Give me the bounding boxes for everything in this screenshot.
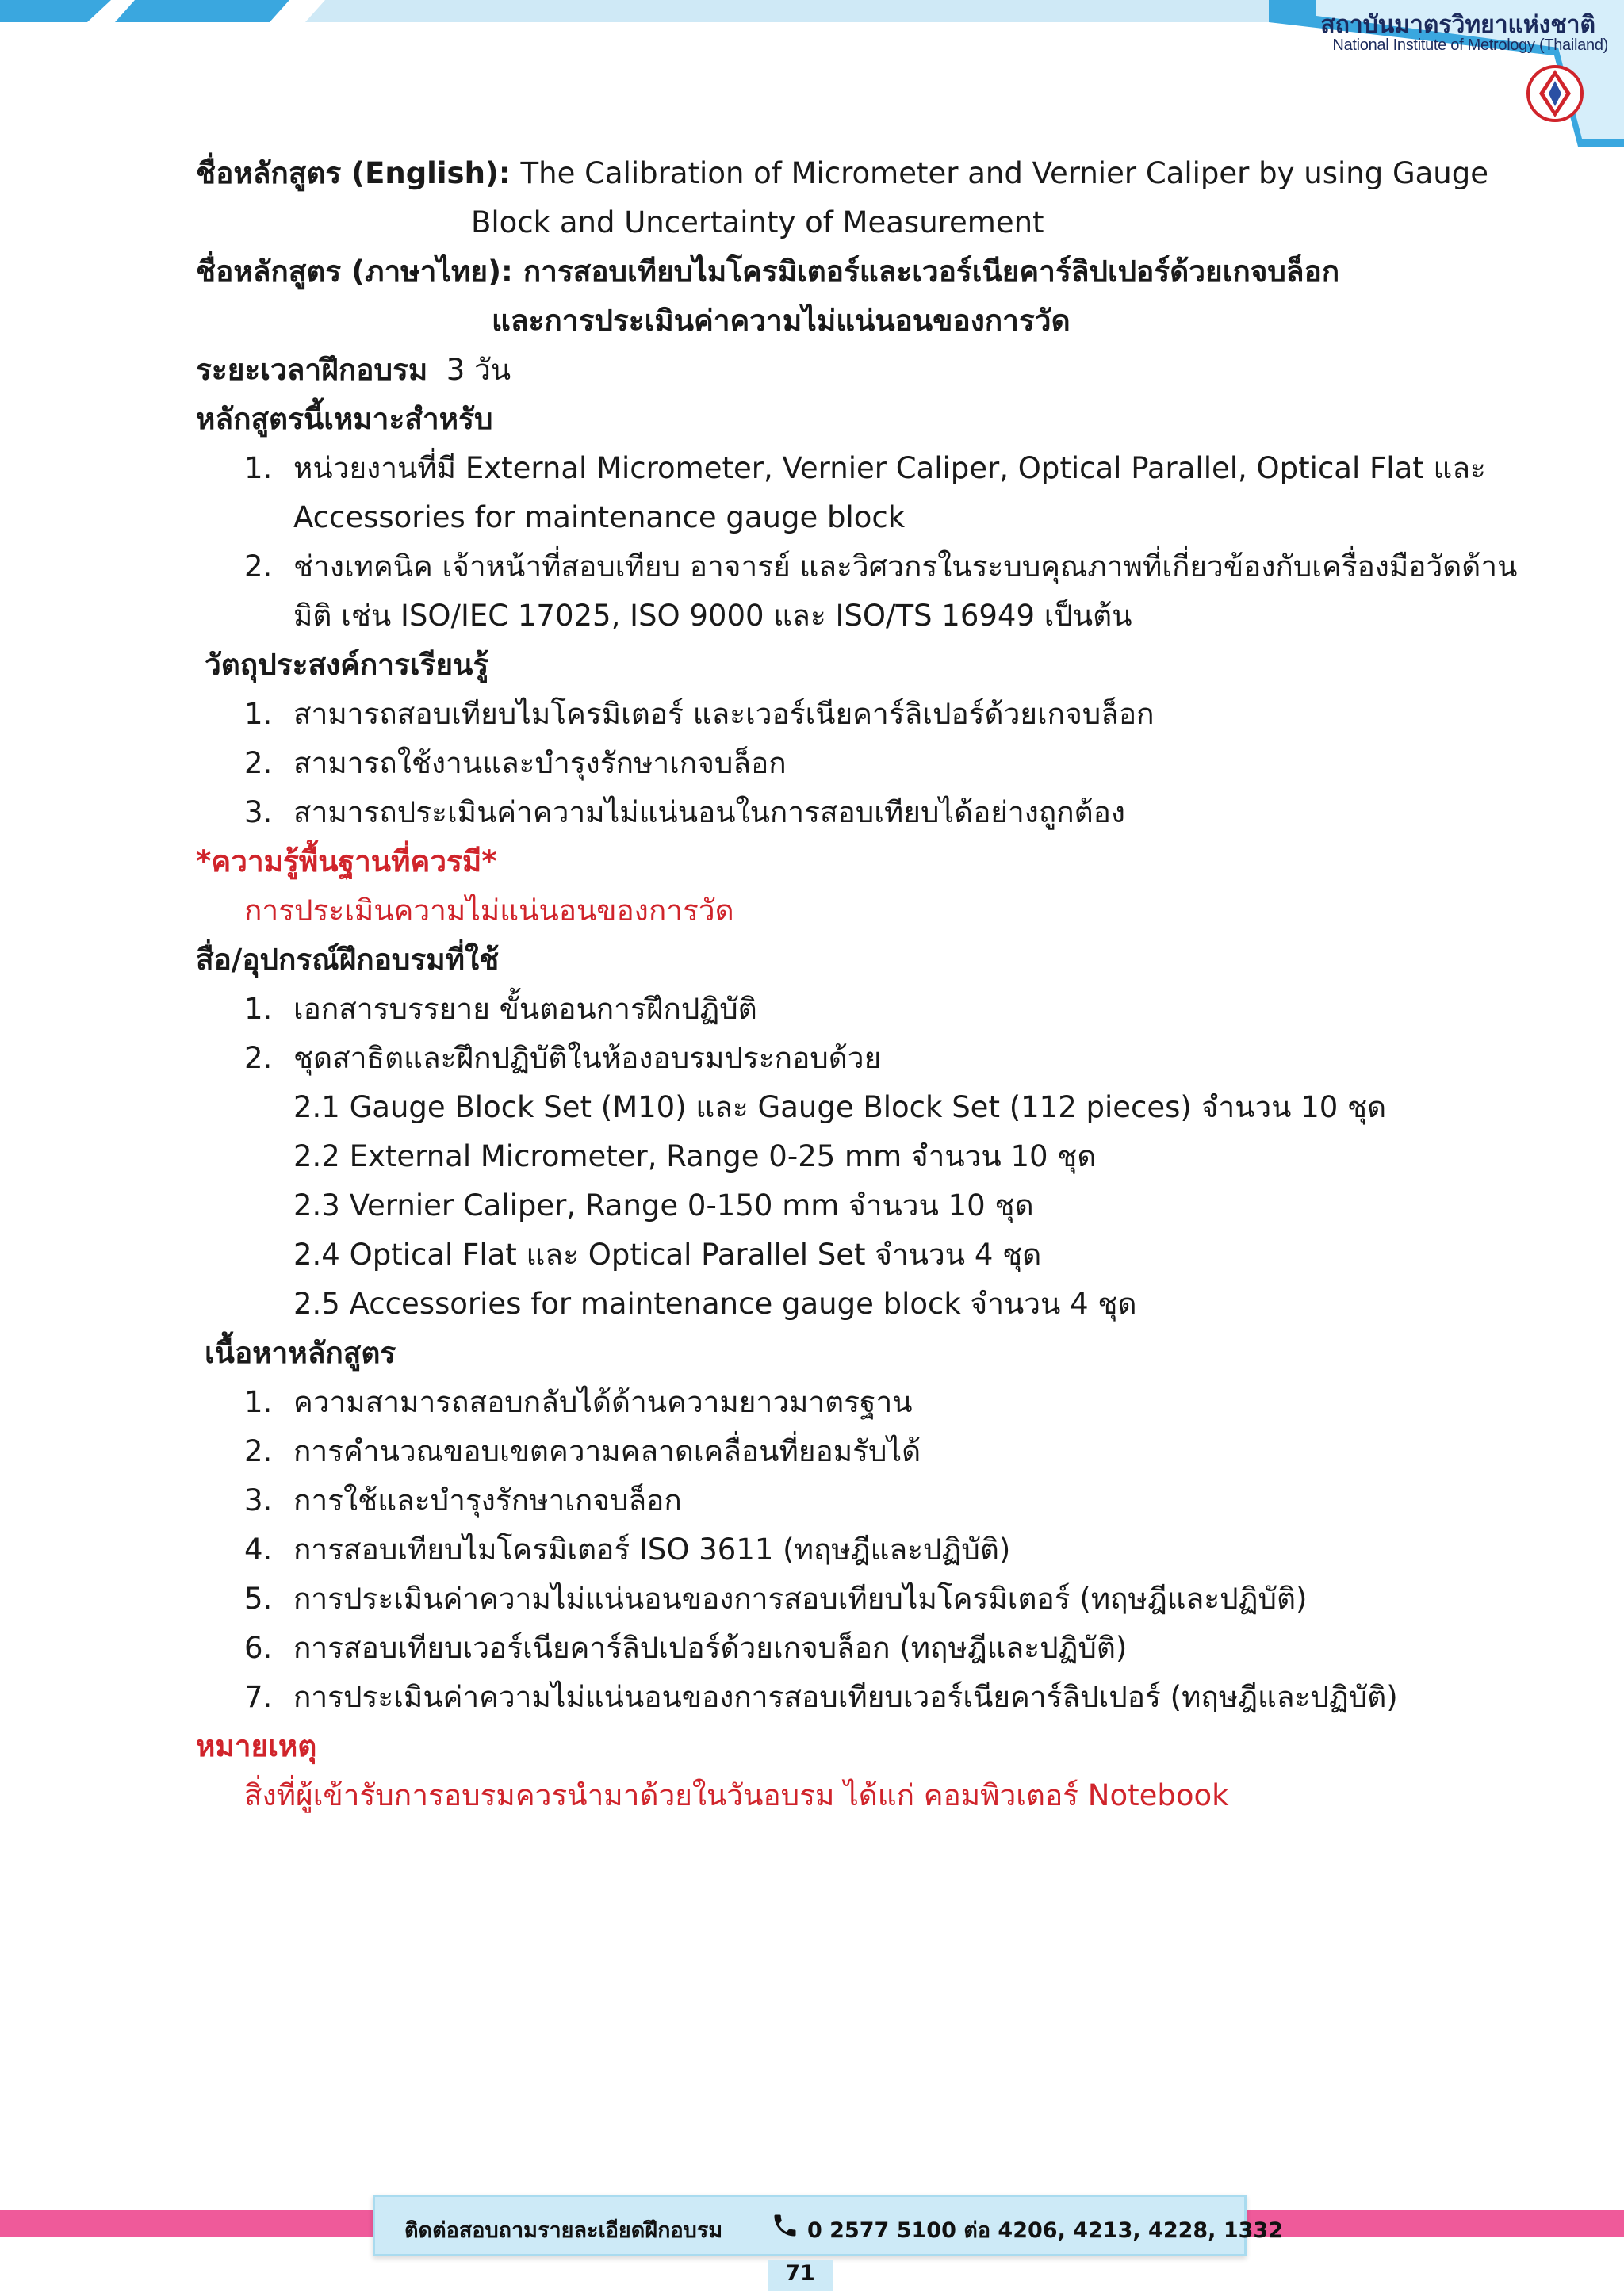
audience-item-2: [244, 549, 1517, 585]
org-name-th: สถาบันมาตรวิทยาแห่งชาติ: [1320, 11, 1595, 39]
material-sub-item-2-4: 2.4 Optical Flat และ Optical Parallel Set จำนวน 4 ชุด: [293, 1238, 1042, 1272]
prerequisite-heading: *ความรู้พื้นฐานที่ควรมี*: [196, 844, 497, 878]
objective-item-1: [244, 696, 1155, 733]
content-heading: เนื้อหาหลักสูตร: [205, 1336, 396, 1370]
list-number: 3.: [244, 1483, 273, 1517]
audience-item-1-cont: Accessories for maintenance gauge block: [293, 500, 906, 534]
objective-item-2-text: สามารถใช้งานและบำรุงรักษาเกจบล็อก: [293, 746, 787, 780]
list-number: 4.: [244, 1533, 273, 1567]
note-text: สิ่งที่ผู้เข้ารับการอบรมควรนำมาด้วยในวันอบรม ได้แก่ คอมพิวเตอร์ Notebook: [244, 1778, 1229, 1812]
audience-item-2-text: ช่างเทคนิค เจ้าหน้าที่สอบเทียบ อาจารย์ และวิศวกรในระบบคุณภาพที่เกี่ยวข้องกับเครื่องมือวัดด้าน: [293, 549, 1518, 584]
material-sub-item-2-3: 2.3 Vernier Caliper, Range 0-150 mm จำนวน 10 ชุด: [293, 1188, 1034, 1223]
list-number: 7.: [244, 1680, 273, 1714]
objective-item-3-text: สามารถประเมินค่าความไม่แน่นอนในการสอบเทียบได้อย่างถูกต้อง: [293, 795, 1125, 829]
material-item-1: [244, 991, 757, 1027]
objectives-heading: วัตถุประสงค์การเรียนรู้: [205, 648, 489, 682]
content-item-4-text: การสอบเทียบไมโครมิเตอร์ ISO 3611 (ทฤษฎีและปฏิบัติ): [293, 1533, 1011, 1567]
course-name-th-line1: [196, 254, 1339, 290]
content-item-3: [244, 1483, 682, 1519]
content-item-7-text: การประเมินค่าความไม่แน่นอนของการสอบเทียบเวอร์เนียคาร์ลิปเปอร์ (ทฤษฎีและปฏิบัติ): [293, 1680, 1398, 1714]
course-name-en-line2: Block and Uncertainty of Measurement: [471, 205, 1044, 239]
content-item-7: [244, 1679, 1398, 1716]
list-number: 1.: [244, 1385, 273, 1419]
list-number: 2.: [244, 746, 273, 780]
list-number: 5.: [244, 1582, 273, 1616]
course-name-th-line2: และการประเมินค่าความไม่แน่นอนของการวัด: [492, 304, 1071, 338]
list-number: 3.: [244, 795, 273, 829]
content-item-5-text: การประเมินค่าความไม่แน่นอนของการสอบเทียบไมโครมิเตอร์ (ทฤษฎีและปฏิบัติ): [293, 1582, 1308, 1616]
org-name-en: National Institute of Metrology (Thailand): [1332, 36, 1608, 54]
content-item-3-text: การใช้และบำรุงรักษาเกจบล็อก: [293, 1483, 682, 1517]
course-name-en-line1: [196, 155, 1488, 192]
list-number: 2.: [244, 1434, 273, 1468]
prerequisite-text: การประเมินความไม่แน่นอนของการวัด: [244, 894, 734, 928]
audience-item-2-cont: มิติ เช่น ISO/IEC 17025, ISO 9000 และ ISO/TS 16949 เป็นต้น: [293, 599, 1132, 633]
duration-line: [196, 352, 511, 388]
material-item-2-text: ชุดสาธิตและฝึกปฏิบัติในห้องอบรมประกอบด้วย: [293, 1041, 882, 1075]
objective-item-1-text: สามารถสอบเทียบไมโครมิเตอร์ และเวอร์เนียคาร์ลิเปอร์ด้วยเกจบล็อก: [293, 697, 1155, 731]
objective-item-3: [244, 794, 1125, 831]
duration-label: ระยะเวลาฝึกอบรม: [196, 353, 428, 387]
content-item-6-text: การสอบเทียบเวอร์เนียคาร์ลิปเปอร์ด้วยเกจบล็อก (ทฤษฎีและปฏิบัติ): [293, 1631, 1128, 1665]
content-item-2-text: การคำนวณขอบเขตความคลาดเคลื่อนที่ยอมรับได้: [293, 1434, 921, 1468]
list-number: 1.: [244, 451, 273, 485]
list-number: 1.: [244, 992, 273, 1026]
phone-icon: [771, 2210, 799, 2241]
content-item-1: [244, 1384, 913, 1421]
material-item-1-text: เอกสารบรรยาย ขั้นตอนการฝึกปฏิบัติ: [293, 992, 757, 1026]
list-number: 6.: [244, 1631, 273, 1665]
objective-item-2: [244, 745, 787, 782]
content-item-6: [244, 1630, 1127, 1667]
page-number: 71: [785, 2261, 815, 2286]
material-sub-item-2-2: 2.2 External Micrometer, Range 0-25 mm จำนวน 10 ชุด: [293, 1139, 1097, 1173]
material-sub-item-2-1: 2.1 Gauge Block Set (M10) และ Gauge Block Set (112 pieces) จำนวน 10 ชุด: [293, 1090, 1387, 1124]
list-number: 2.: [244, 549, 273, 584]
footer-contact-label: ติดต่อสอบถามรายละเอียดฝึกอบรม: [404, 2218, 723, 2243]
material-item-2: [244, 1040, 881, 1077]
course-name-en-text: The Calibration of Micrometer and Vernier Caliper by using Gauge: [520, 156, 1489, 190]
material-sub-item-2-5: 2.5 Accessories for maintenance gauge block จำนวน 4 ชุด: [293, 1287, 1137, 1321]
note-heading: หมายเหตุ: [196, 1729, 317, 1763]
content-item-2: [244, 1433, 921, 1470]
course-name-th-label: ชื่อหลักสูตร (ภาษาไทย):: [196, 254, 513, 289]
course-name-en-label: ชื่อหลักสูตร (English):: [196, 156, 511, 190]
materials-heading: สื่อ/อุปกรณ์ฝึกอบรมที่ใช้: [196, 943, 500, 977]
audience-item-1-text: หน่วยงานที่มี External Micrometer, Vernier Caliper, Optical Parallel, Optical Flat และ: [293, 451, 1486, 485]
content-item-1-text: ความสามารถสอบกลับได้ด้านความยาวมาตรฐาน: [293, 1385, 913, 1419]
duration-value: 3 วัน: [446, 353, 511, 387]
content-item-5: [244, 1581, 1307, 1617]
audience-item-1: [244, 450, 1486, 487]
list-number: 2.: [244, 1041, 273, 1075]
audience-heading: หลักสูตรนี้เหมาะสำหรับ: [196, 402, 493, 436]
nimt-logo-icon: [1526, 62, 1584, 141]
footer-phone[interactable]: 0 2577 5100 ต่อ 4206, 4213, 4228, 1332: [807, 2218, 1283, 2243]
content-item-4: [244, 1532, 1010, 1568]
list-number: 1.: [244, 697, 273, 731]
course-name-th-text: การสอบเทียบไมโครมิเตอร์และเวอร์เนียคาร์ลิปเปอร์ด้วยเกจบล็อก: [523, 254, 1340, 289]
